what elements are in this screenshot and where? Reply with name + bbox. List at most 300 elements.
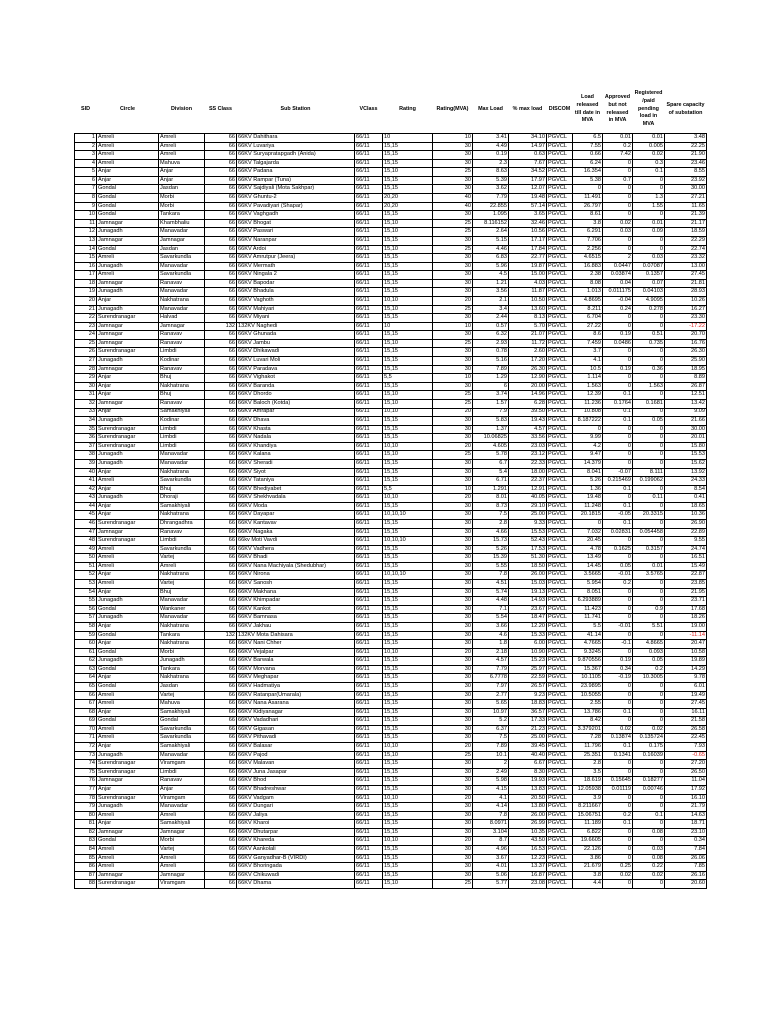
cell-sid: 75 <box>75 768 97 777</box>
table-row <box>75 605 707 614</box>
cell-circle: Gondal <box>97 202 159 211</box>
cell-sid: 79 <box>75 803 97 812</box>
cell-sid: 6 <box>75 176 97 185</box>
cell-sub-station: 66KV Bhoringada <box>237 863 355 872</box>
cell-spare-capacity: 10.36 <box>665 511 707 520</box>
table-row <box>75 159 707 168</box>
cell-registered-pending: 0 <box>633 700 665 709</box>
cell-discom: PGVCL <box>547 863 573 872</box>
cell-sub-station: 66KV Bhadi <box>237 554 355 563</box>
cell-ss-class: 66 <box>205 545 237 554</box>
cell-ss-class: 66 <box>205 614 237 623</box>
cell-discom: PGVCL <box>547 777 573 786</box>
cell-ss-class: 66 <box>205 331 237 340</box>
cell-ss-class: 66 <box>205 717 237 726</box>
cell-pct-max-load: 12.90 <box>509 374 547 383</box>
cell-vclass: 66/11 <box>355 743 383 752</box>
cell-approved-not-released: 0 <box>603 194 633 203</box>
cell-division: Ranavav <box>159 279 205 288</box>
cell-sid: 16 <box>75 262 97 271</box>
cell-sub-station: 66KV Dungari <box>237 803 355 812</box>
table-row <box>75 194 707 203</box>
cell-sub-station: 66KV Dhutarpar <box>237 828 355 837</box>
cell-division: Morbi <box>159 837 205 846</box>
cell-sid: 25 <box>75 339 97 348</box>
cell-spare-capacity: 14.29 <box>665 665 707 674</box>
table-row <box>75 459 707 468</box>
cell-max-load: 7.5 <box>473 734 509 743</box>
cell-circle: Amreli <box>97 691 159 700</box>
cell-sub-station: 66KV Baloch (Kotda) <box>237 399 355 408</box>
cell-rating-mva: 30 <box>433 785 473 794</box>
cell-sub-station: 66KV Bhadreshwar <box>237 785 355 794</box>
cell-approved-not-released: 0.02 <box>603 219 633 228</box>
cell-sub-station: 66KV Amrapar <box>237 408 355 417</box>
cell-pct-max-load: 43.50 <box>509 837 547 846</box>
cell-approved-not-released: 0.011175 <box>603 288 633 297</box>
cell-approved-not-released: 0.2 <box>603 811 633 820</box>
cell-ss-class: 66 <box>205 743 237 752</box>
cell-circle: Junagadh <box>97 614 159 623</box>
table-row <box>75 871 707 880</box>
cell-vclass: 66/11 <box>355 854 383 863</box>
cell-registered-pending: 3.5765 <box>633 571 665 580</box>
cell-circle: Gondal <box>97 648 159 657</box>
cell-load-released: 8.051 <box>573 588 603 597</box>
cell-rating: 15,15 <box>383 425 433 434</box>
cell-division: Manavadar <box>159 751 205 760</box>
cell-max-load: 0.57 <box>473 322 509 331</box>
cell-sub-station: 66KV Vejalpar <box>237 648 355 657</box>
cell-rating: 10,10 <box>383 442 433 451</box>
cell-rating: 20,20 <box>383 194 433 203</box>
cell-registered-pending: 1.55 <box>633 202 665 211</box>
cell-rating-mva: 30 <box>433 254 473 263</box>
cell-ss-class: 66 <box>205 194 237 203</box>
cell-discom: PGVCL <box>547 845 573 854</box>
cell-approved-not-released: -0.05 <box>603 511 633 520</box>
cell-max-load: 6.32 <box>473 331 509 340</box>
cell-ss-class: 66 <box>205 296 237 305</box>
cell-approved-not-released: 0.2 <box>603 142 633 151</box>
cell-max-load: 22.855 <box>473 202 509 211</box>
cell-vclass: 66/11 <box>355 176 383 185</box>
cell-division: Jamnagar <box>159 828 205 837</box>
cell-ss-class: 66 <box>205 760 237 769</box>
cell-rating: 15,10 <box>383 391 433 400</box>
cell-circle: Amreli <box>97 863 159 872</box>
cell-sid: 35 <box>75 425 97 434</box>
cell-rating: 15,15 <box>383 176 433 185</box>
cell-spare-capacity: 21.90 <box>665 151 707 160</box>
cell-spare-capacity: 17.92 <box>665 785 707 794</box>
cell-approved-not-released: 0.1 <box>603 408 633 417</box>
cell-rating: 10,10,10 <box>383 537 433 546</box>
cell-registered-pending: 0.11 <box>633 494 665 503</box>
cell-spare-capacity: 23.32 <box>665 254 707 263</box>
cell-vclass: 66/11 <box>355 777 383 786</box>
table-row <box>75 142 707 151</box>
cell-rating-mva: 30 <box>433 151 473 160</box>
cell-rating: 10,10 <box>383 296 433 305</box>
cell-circle: Junagadh <box>97 459 159 468</box>
cell-load-released: 5.5 <box>573 622 603 631</box>
cell-spare-capacity: 21.79 <box>665 803 707 812</box>
cell-sub-station: 66KV Dhikawadi <box>237 348 355 357</box>
cell-approved-not-released: 0 <box>603 768 633 777</box>
cell-approved-not-released: 0.1 <box>603 485 633 494</box>
table-row <box>75 820 707 829</box>
cell-registered-pending: 0.005 <box>633 142 665 151</box>
cell-division: Dhoraji <box>159 494 205 503</box>
header-approved-not-released: Approved but not released in MVA <box>603 86 633 134</box>
cell-division: Jasdan <box>159 185 205 194</box>
cell-discom: PGVCL <box>547 622 573 631</box>
table-row <box>75 442 707 451</box>
cell-discom: PGVCL <box>547 700 573 709</box>
cell-circle: Anjar <box>97 640 159 649</box>
cell-division: Bhuj <box>159 391 205 400</box>
cell-division: Amreli <box>159 142 205 151</box>
cell-sub-station: 66KV Sajdiyali (Mota Sakhpar) <box>237 185 355 194</box>
cell-division: Jamnagar <box>159 236 205 245</box>
cell-approved-not-released: 0.215469 <box>603 477 633 486</box>
cell-division: Mahuva <box>159 700 205 709</box>
cell-rating-mva: 30 <box>433 803 473 812</box>
cell-registered-pending: 0.093 <box>633 648 665 657</box>
cell-rating: 15,15 <box>383 597 433 606</box>
cell-discom: PGVCL <box>547 588 573 597</box>
table-row <box>75 502 707 511</box>
cell-vclass: 66/11 <box>355 365 383 374</box>
cell-discom: PGVCL <box>547 271 573 280</box>
cell-load-released: 6.704 <box>573 314 603 323</box>
cell-approved-not-released: 0 <box>603 245 633 254</box>
cell-vclass: 66/11 <box>355 502 383 511</box>
cell-discom: PGVCL <box>547 820 573 829</box>
table-row <box>75 236 707 245</box>
cell-max-load: 6.7 <box>473 459 509 468</box>
table-row <box>75 399 707 408</box>
cell-discom: PGVCL <box>547 768 573 777</box>
cell-rating: 10 <box>383 322 433 331</box>
cell-rating-mva: 30 <box>433 211 473 220</box>
cell-spare-capacity: 25.90 <box>665 357 707 366</box>
cell-load-released: 7.459 <box>573 339 603 348</box>
cell-ss-class: 66 <box>205 537 237 546</box>
cell-rating: 15,15 <box>383 665 433 674</box>
cell-sub-station: 66KV Shekhvadala <box>237 494 355 503</box>
cell-vclass: 66/11 <box>355 331 383 340</box>
cell-vclass: 66/11 <box>355 665 383 674</box>
table-header <box>75 86 707 134</box>
cell-circle: Anjar <box>97 743 159 752</box>
cell-max-load: 5.78 <box>473 451 509 460</box>
cell-rating-mva: 30 <box>433 176 473 185</box>
cell-vclass: 66/11 <box>355 211 383 220</box>
cell-ss-class: 66 <box>205 785 237 794</box>
cell-spare-capacity: 18.71 <box>665 820 707 829</box>
cell-rating-mva: 20 <box>433 408 473 417</box>
cell-registered-pending: 0 <box>633 691 665 700</box>
cell-registered-pending: 1.563 <box>633 382 665 391</box>
cell-approved-not-released: 0.02831 <box>603 528 633 537</box>
cell-pct-max-load: 12.23 <box>509 854 547 863</box>
cell-circle: Surendranagar <box>97 537 159 546</box>
cell-registered-pending: 0 <box>633 176 665 185</box>
cell-pct-max-load: 6.67 <box>509 760 547 769</box>
cell-spare-capacity: 3.48 <box>665 134 707 143</box>
cell-approved-not-released: 0 <box>603 459 633 468</box>
cell-division: Nakhatrana <box>159 640 205 649</box>
cell-sub-station: 66KV Dhordo <box>237 391 355 400</box>
cell-pct-max-load: 12.20 <box>509 622 547 631</box>
cell-registered-pending: 0.9 <box>633 605 665 614</box>
cell-vclass: 66/11 <box>355 588 383 597</box>
cell-load-released: 9.47 <box>573 451 603 460</box>
cell-ss-class: 66 <box>205 502 237 511</box>
cell-spare-capacity: 14.63 <box>665 811 707 820</box>
cell-load-released: 6.293889 <box>573 597 603 606</box>
cell-pct-max-load: 23.67 <box>509 605 547 614</box>
cell-pct-max-load: 20.00 <box>509 382 547 391</box>
table-row <box>75 751 707 760</box>
cell-max-load: 1.29 <box>473 374 509 383</box>
cell-load-released: 4.8695 <box>573 296 603 305</box>
cell-circle: Anjar <box>97 485 159 494</box>
cell-approved-not-released: 0 <box>603 828 633 837</box>
cell-division: Wankaner <box>159 605 205 614</box>
cell-rating-mva: 30 <box>433 631 473 640</box>
cell-division: Jasdan <box>159 245 205 254</box>
cell-pct-max-load: 6.28 <box>509 399 547 408</box>
cell-rating: 15,10 <box>383 305 433 314</box>
cell-rating-mva: 30 <box>433 717 473 726</box>
cell-sid: 77 <box>75 785 97 794</box>
cell-circle: Anjar <box>97 374 159 383</box>
cell-sub-station: 66KV Bhadula <box>237 288 355 297</box>
table-row <box>75 185 707 194</box>
cell-rating: 15,15 <box>383 211 433 220</box>
cell-rating-mva: 20 <box>433 442 473 451</box>
cell-sub-station: 66KV Morvana <box>237 665 355 674</box>
cell-pct-max-load: 15.00 <box>509 271 547 280</box>
cell-discom: PGVCL <box>547 245 573 254</box>
cell-approved-not-released: 0.2 <box>603 580 633 589</box>
table-row <box>75 674 707 683</box>
cell-spare-capacity: 15.80 <box>665 442 707 451</box>
cell-sub-station: 66KV Khasta <box>237 425 355 434</box>
cell-load-released: 4.1 <box>573 357 603 366</box>
cell-load-released: 8.187222 <box>573 417 603 426</box>
cell-rating-mva: 30 <box>433 468 473 477</box>
cell-circle: Jamnagar <box>97 777 159 786</box>
cell-division: Tankara <box>159 211 205 220</box>
cell-division: Limbdi <box>159 425 205 434</box>
cell-max-load: 8.116152 <box>473 219 509 228</box>
cell-sub-station: 66KV Padana <box>237 168 355 177</box>
cell-max-load: 2.77 <box>473 691 509 700</box>
cell-division: Vartej <box>159 554 205 563</box>
cell-rating: 15,15 <box>383 828 433 837</box>
cell-approved-not-released: 0 <box>603 425 633 434</box>
cell-registered-pending: 0.01 <box>633 562 665 571</box>
cell-registered-pending: 0.18277 <box>633 777 665 786</box>
cell-ss-class: 66 <box>205 357 237 366</box>
cell-load-released: 26.797 <box>573 202 603 211</box>
cell-sid: 57 <box>75 614 97 623</box>
cell-approved-not-released: 0 <box>603 691 633 700</box>
cell-vclass: 66/11 <box>355 820 383 829</box>
cell-rating: 15,15 <box>383 468 433 477</box>
table-row <box>75 228 707 237</box>
cell-registered-pending: 0 <box>633 837 665 846</box>
cell-ss-class: 66 <box>205 640 237 649</box>
cell-registered-pending: 0 <box>633 314 665 323</box>
cell-vclass: 66/11 <box>355 631 383 640</box>
cell-registered-pending: 0.054458 <box>633 528 665 537</box>
cell-circle: Jamnagar <box>97 365 159 374</box>
cell-pct-max-load: 16.87 <box>509 871 547 880</box>
cell-rating-mva: 25 <box>433 219 473 228</box>
table-row <box>75 271 707 280</box>
cell-sub-station: 66KV Rampar (Tuna) <box>237 176 355 185</box>
table-row <box>75 348 707 357</box>
cell-sid: 28 <box>75 365 97 374</box>
cell-sid: 82 <box>75 828 97 837</box>
cell-pct-max-load: 15.03 <box>509 580 547 589</box>
cell-max-load: 5.4 <box>473 468 509 477</box>
cell-rating-mva: 30 <box>433 382 473 391</box>
cell-ss-class: 66 <box>205 271 237 280</box>
cell-registered-pending: 20.3315 <box>633 511 665 520</box>
cell-rating: 15,15 <box>383 734 433 743</box>
header-pct-max-load: % max load <box>509 86 547 134</box>
cell-rating: 10,10 <box>383 837 433 846</box>
cell-division: Amreli <box>159 562 205 571</box>
cell-division: Nakhatrana <box>159 622 205 631</box>
table-row <box>75 485 707 494</box>
cell-pct-max-load: 32.46 <box>509 219 547 228</box>
table-row <box>75 288 707 297</box>
cell-circle: Amreli <box>97 554 159 563</box>
cell-sid: 87 <box>75 871 97 880</box>
cell-approved-not-released: 0 <box>603 451 633 460</box>
cell-rating: 15,15 <box>383 185 433 194</box>
cell-circle: Anjar <box>97 382 159 391</box>
cell-registered-pending: 0 <box>633 614 665 623</box>
cell-ss-class: 66 <box>205 528 237 537</box>
cell-load-released: 3.8 <box>573 871 603 880</box>
cell-pct-max-load: 23.03 <box>509 442 547 451</box>
cell-spare-capacity: 22.87 <box>665 571 707 580</box>
cell-ss-class: 66 <box>205 837 237 846</box>
cell-approved-not-released: 0.1 <box>603 391 633 400</box>
cell-pct-max-load: 19.48 <box>509 194 547 203</box>
cell-vclass: 66/11 <box>355 279 383 288</box>
cell-sub-station: 66KV Pithavadi <box>237 734 355 743</box>
cell-sid: 31 <box>75 391 97 400</box>
cell-rating-mva: 30 <box>433 537 473 546</box>
cell-sid: 18 <box>75 279 97 288</box>
cell-discom: PGVCL <box>547 571 573 580</box>
cell-pct-max-load: 21.23 <box>509 725 547 734</box>
table-row <box>75 828 707 837</box>
cell-vclass: 66/11 <box>355 322 383 331</box>
cell-rating-mva: 30 <box>433 863 473 872</box>
cell-max-load: 5.77 <box>473 880 509 889</box>
table-row <box>75 296 707 305</box>
cell-discom: PGVCL <box>547 451 573 460</box>
cell-sid: 2 <box>75 142 97 151</box>
cell-rating-mva: 30 <box>433 425 473 434</box>
cell-approved-not-released: 0.03874 <box>603 271 633 280</box>
table-row <box>75 528 707 537</box>
cell-vclass: 66/11 <box>355 314 383 323</box>
cell-rating: 15,15 <box>383 717 433 726</box>
cell-registered-pending: 0.175 <box>633 743 665 752</box>
cell-sub-station: 66KV Vadgam <box>237 794 355 803</box>
cell-registered-pending: 0 <box>633 683 665 692</box>
cell-spare-capacity: 22.25 <box>665 142 707 151</box>
cell-vclass: 66/11 <box>355 494 383 503</box>
cell-load-released: 6.822 <box>573 828 603 837</box>
cell-sub-station: 66KV Kankot <box>237 605 355 614</box>
cell-sid: 7 <box>75 185 97 194</box>
cell-ss-class: 66 <box>205 374 237 383</box>
cell-vclass: 66/11 <box>355 683 383 692</box>
cell-ss-class: 66 <box>205 477 237 486</box>
cell-spare-capacity: 10.26 <box>665 296 707 305</box>
cell-approved-not-released: 0.1764 <box>603 399 633 408</box>
cell-ss-class: 66 <box>205 820 237 829</box>
cell-registered-pending: 0 <box>633 442 665 451</box>
cell-sid: 58 <box>75 622 97 631</box>
cell-circle: Anjar <box>97 511 159 520</box>
cell-pct-max-load: 5.70 <box>509 322 547 331</box>
cell-max-load: 0.19 <box>473 151 509 160</box>
cell-approved-not-released: 0.04 <box>603 279 633 288</box>
header-vclass: VClass <box>355 86 383 134</box>
cell-sid: 11 <box>75 219 97 228</box>
cell-division: Limbdi <box>159 537 205 546</box>
cell-pct-max-load: 39.45 <box>509 743 547 752</box>
cell-load-released: 19.6605 <box>573 837 603 846</box>
cell-discom: PGVCL <box>547 288 573 297</box>
cell-discom: PGVCL <box>547 631 573 640</box>
cell-pct-max-load: 33.56 <box>509 434 547 443</box>
cell-vclass: 66/11 <box>355 468 383 477</box>
table-row <box>75 382 707 391</box>
cell-approved-not-released: 0.01 <box>603 134 633 143</box>
cell-circle: Junagadh <box>97 803 159 812</box>
cell-registered-pending: 0.09 <box>633 228 665 237</box>
cell-sub-station: 66KV Kalana <box>237 451 355 460</box>
table-row <box>75 545 707 554</box>
cell-sid: 22 <box>75 314 97 323</box>
cell-circle: Jamnagar <box>97 236 159 245</box>
cell-max-load: 2.93 <box>473 339 509 348</box>
table-row <box>75 785 707 794</box>
cell-discom: PGVCL <box>547 348 573 357</box>
cell-pct-max-load: 11.72 <box>509 339 547 348</box>
cell-approved-not-released: 0 <box>603 717 633 726</box>
cell-max-load: 6.37 <box>473 725 509 734</box>
cell-discom: PGVCL <box>547 202 573 211</box>
cell-approved-not-released: 0 <box>603 382 633 391</box>
cell-approved-not-released: 0 <box>603 845 633 854</box>
cell-circle: Junagadh <box>97 597 159 606</box>
